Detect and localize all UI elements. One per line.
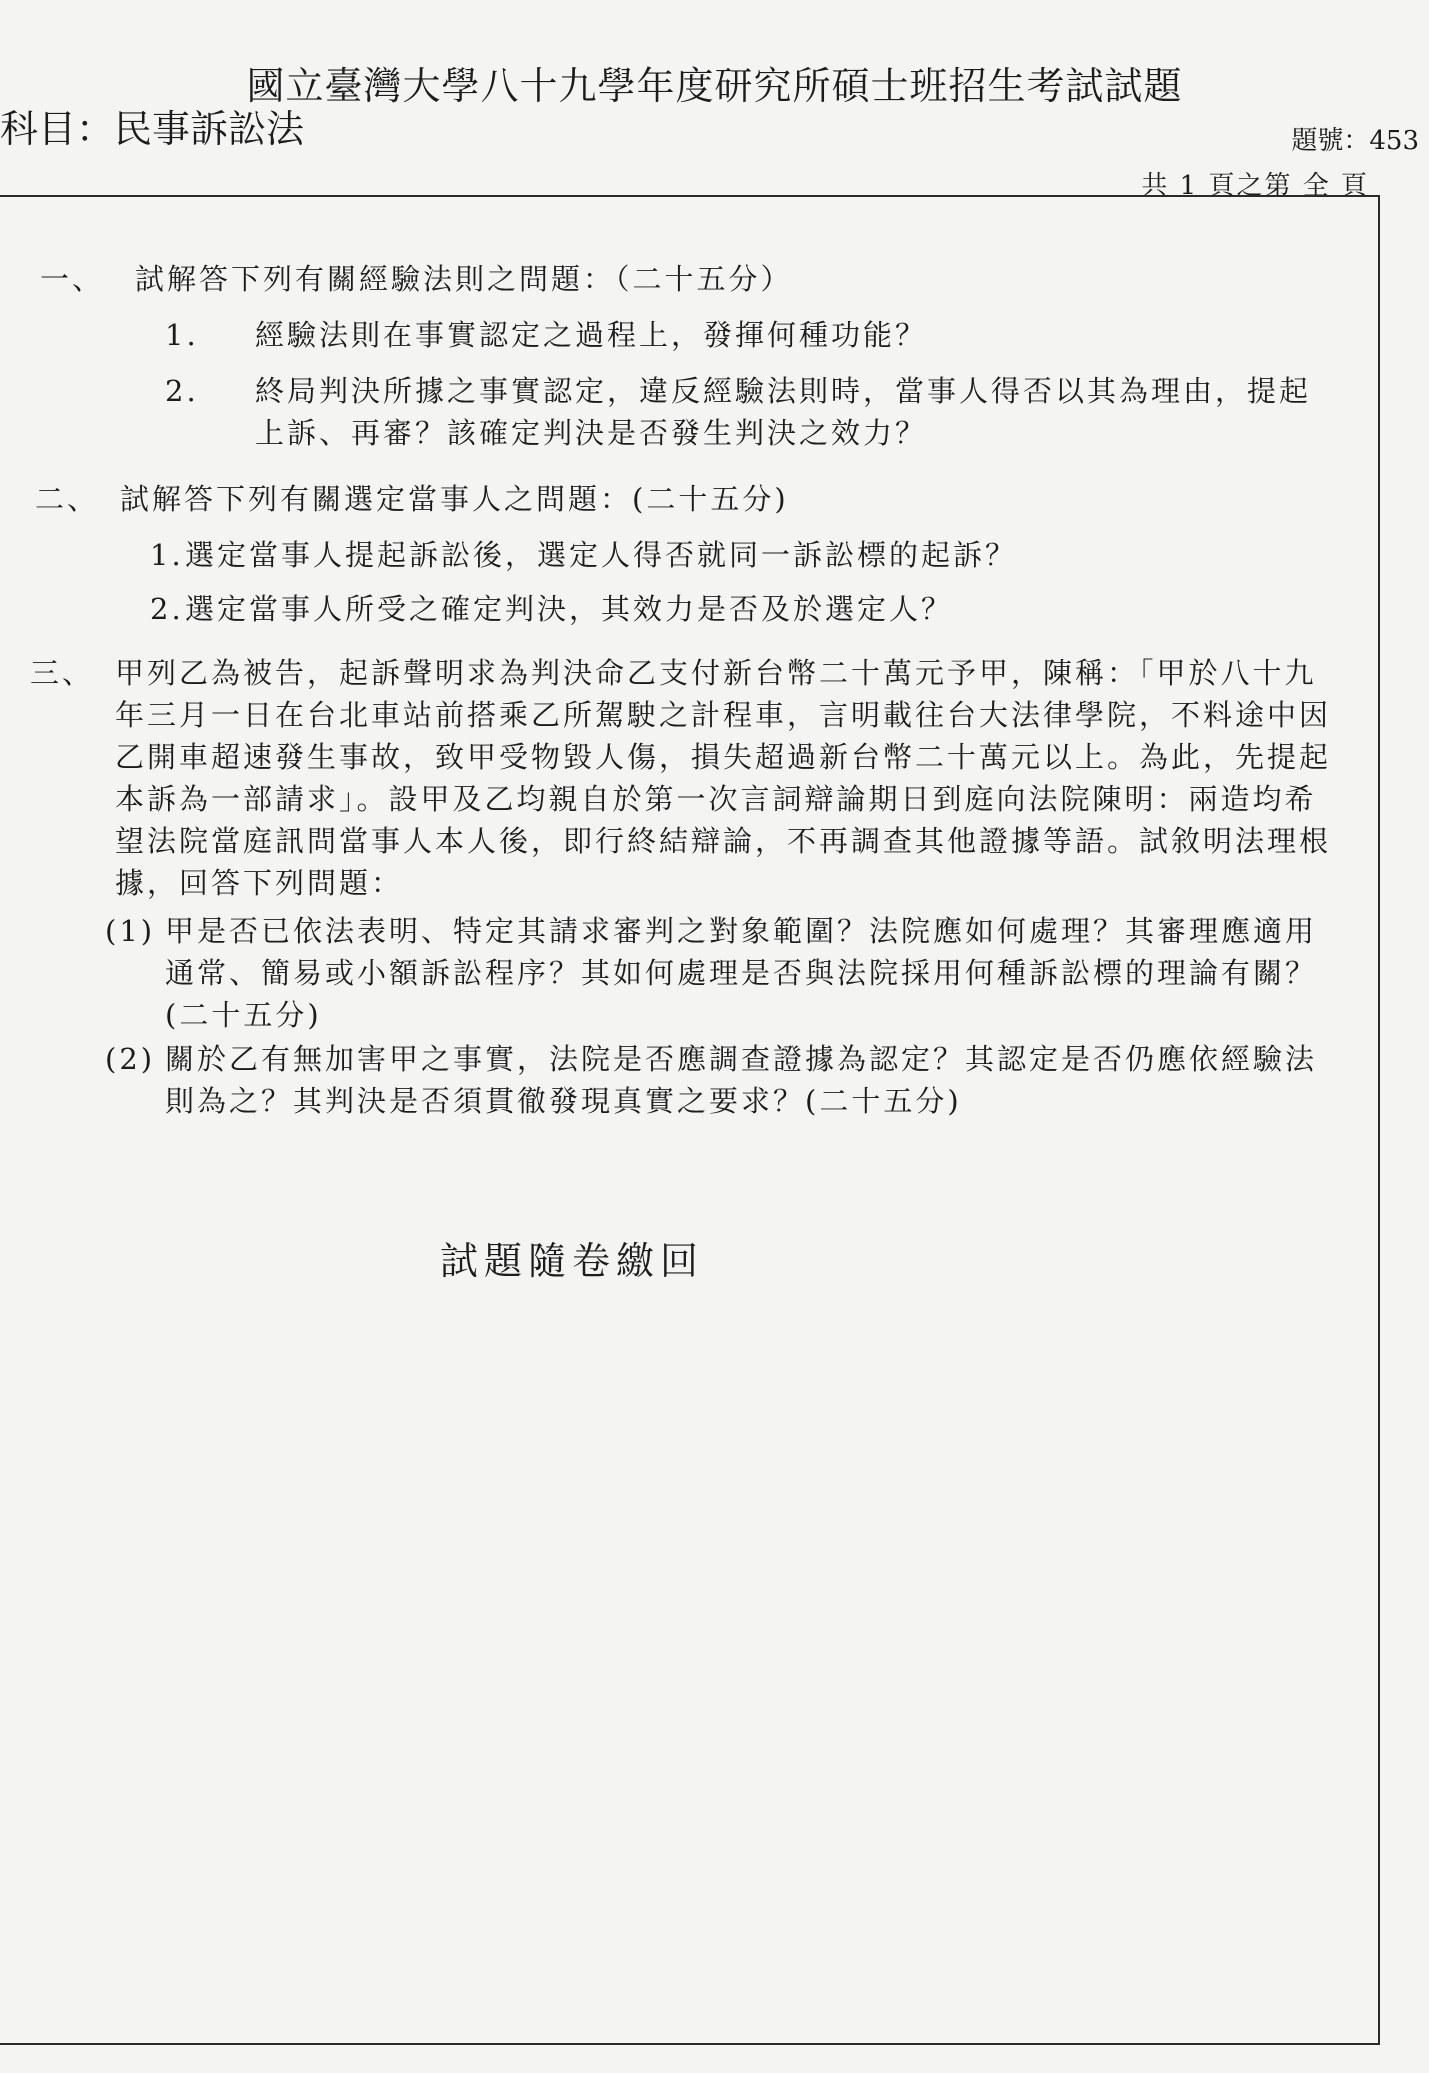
item-text: 經驗法則在事實認定之過程上，發揮何種功能？ [255, 318, 928, 352]
question-3 [30, 652, 1340, 904]
exam-title: 國立臺灣大學八十九學年度研究所碩士班招生考試試題 [246, 64, 1183, 108]
item-number: 2. [150, 592, 184, 626]
question-1 [40, 258, 1340, 300]
item-number: (1) [105, 914, 156, 948]
question-2-item-2 [115, 588, 1340, 630]
question-1-item-2 [125, 370, 1340, 454]
question-2 [35, 478, 1340, 520]
item-number: 1. [150, 538, 184, 572]
exam-number: 題號：453 [1291, 126, 1419, 156]
question-number: 三、 [30, 656, 95, 690]
item-text: 終局判決所據之事實認定，違反經驗法則時，當事人得否以其為理由，提起上訴、再審？該確定判決是否發生判決之效力？ [255, 374, 1312, 450]
question-text: 試解答下列有關經驗法則之問題：（二十五分） [135, 262, 793, 296]
page-count: 共 1 頁之第 全 頁 [1141, 171, 1369, 201]
question-3-item-2 [105, 1038, 1340, 1122]
item-text: 選定當事人提起訴訟後，選定人得否就同一訴訟標的起訴？ [185, 538, 1018, 572]
item-number: 2. [165, 374, 199, 408]
item-number: 1. [165, 318, 199, 352]
return-paper-note: 試題隨卷繳回 [440, 1239, 705, 1283]
question-content [30, 258, 1340, 1124]
question-3-item-1 [105, 910, 1340, 1036]
subject-label: 科目：民事訴訟法 [0, 107, 305, 151]
question-text: 甲列乙為被告，起訴聲明求為判決命乙支付新台幣二十萬元予甲，陳稱：「甲於八十九年三月一日在台北車站前搭乘乙所駕駛之計程車，言明載往台大法律學院，不料途中因乙開車超速發生事故，致甲受物毀人傷，損失超過新台幣二十萬元以上。為此，先提起本訴為一部請求」。設甲及乙均親自於第一次言詞辯論期日到庭向法院陳明：兩造均希望法院當庭訊問當事人本人後，即行終結辯論，不再調查其他證據等語。試敘明法理根據，回答下列問題： [115, 656, 1332, 900]
question-1-item-1 [125, 314, 1340, 356]
item-text: 甲是否已依法表明、特定其請求審判之對象範圍？法院應如何處理？其審理應適用通常、簡易或小額訴訟程序？其如何處理是否與法院採用何種訴訟標的理論有關？(二十五分) [165, 914, 1318, 1032]
item-number: (2) [105, 1042, 156, 1076]
item-text: 選定當事人所受之確定判決，其效力是否及於選定人？ [185, 592, 954, 626]
question-text: 試解答下列有關選定當事人之問題：(二十五分) [120, 482, 789, 516]
question-number: 二、 [35, 482, 100, 516]
item-text: 關於乙有無加害甲之事實，法院是否應調查證據為認定？其認定是否仍應依經驗法則為之？其判決是否須貫徹發現真實之要求？(二十五分) [165, 1042, 1318, 1118]
question-number: 一、 [40, 262, 105, 296]
question-2-item-1 [115, 534, 1340, 576]
